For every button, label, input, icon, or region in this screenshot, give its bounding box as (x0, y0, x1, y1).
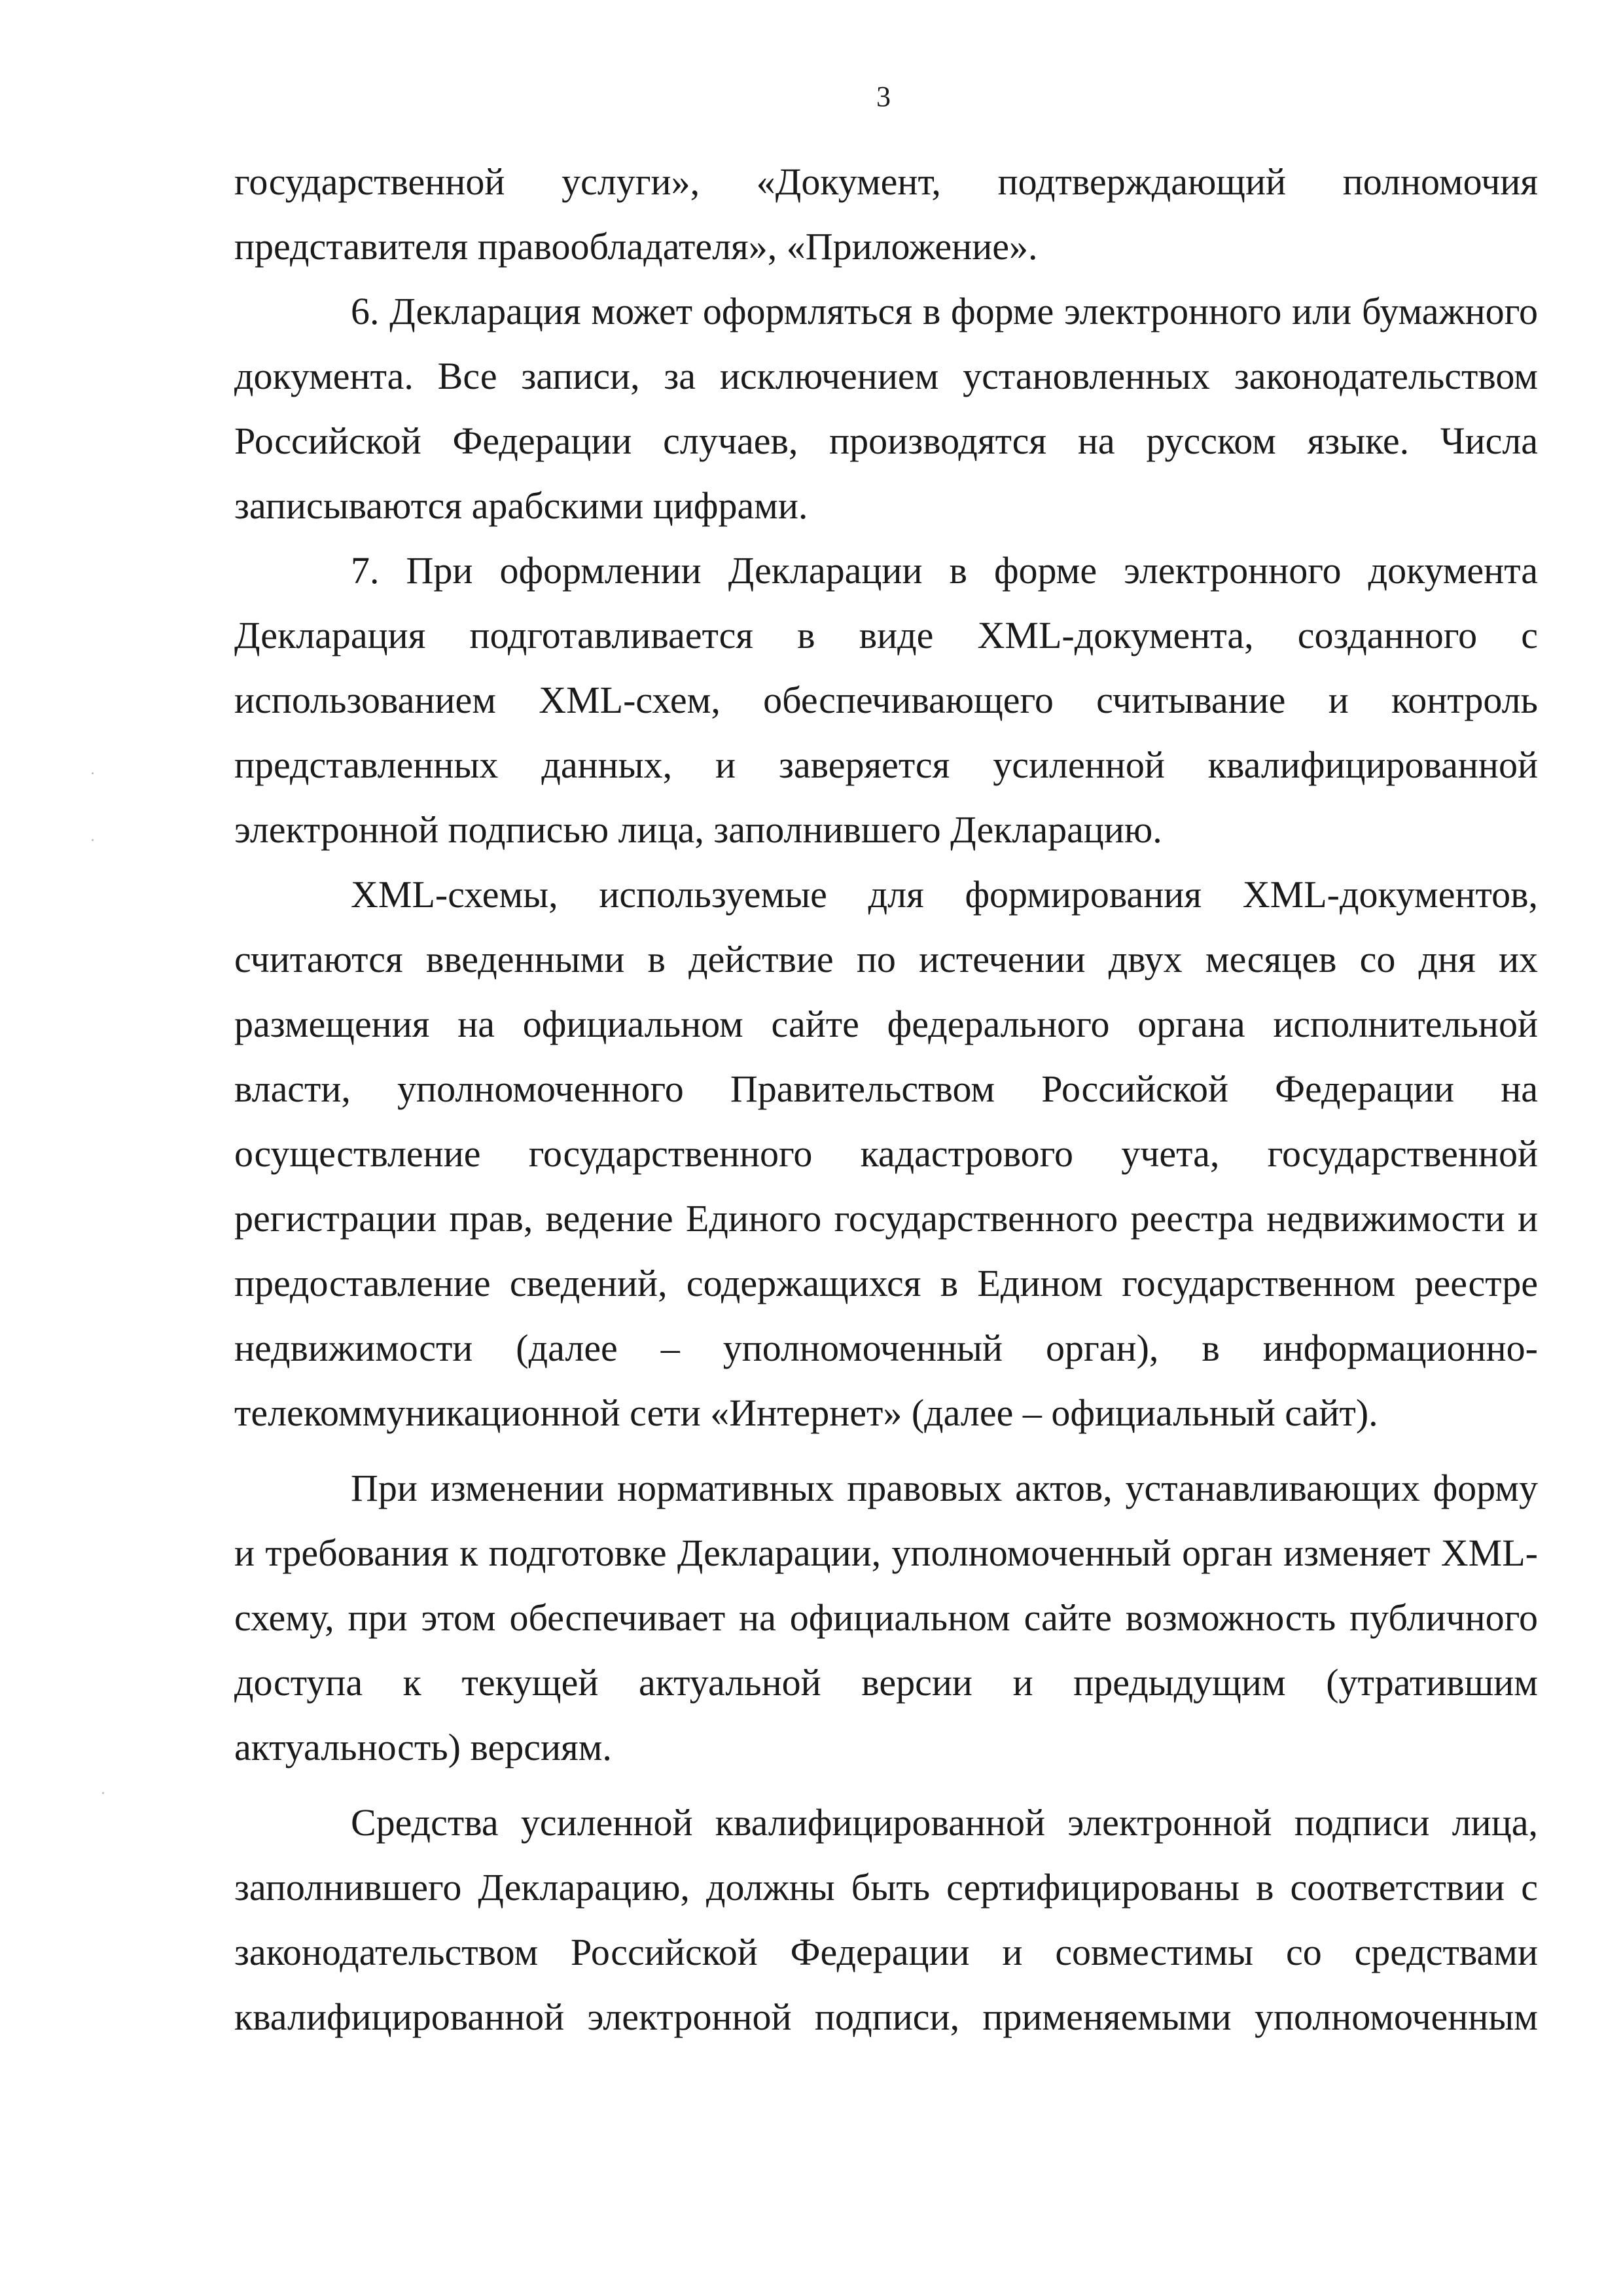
paragraph-item-6: 6. Декларация может оформляться в форме электронного или бумажного документа. Все записи, за исключением установленных законодательством Российской Федерации случаев, производятся на русском языке. Числа записываются арабскими цифрами. (234, 290, 1538, 527)
paragraph-changes: При изменении нормативных правовых актов, устанавливающих форму и требования к подготовке Декларации, уполномоченный орган изменяет XML-схему, при этом обеспечивает на официальном сайте возможность публичного доступа к текущей актуальной версии и предыдущим (утратившим актуальность) версиям. (234, 1467, 1538, 1768)
paragraph-xml-schemas: XML-схемы, используемые для формирования XML-документов, считаются введенными в действие по истечении двух месяцев со дня их размещения на официальном сайте федерального органа исполнительной власти, уполномоченного Правительством Российской Федерации на осуществление государственного кадастрового учета, государственной регистрации прав, ведение Единого государственного реестра недвижимости и предоставление сведений, содержащихся в Едином государственном реестре недвижимости (далее – уполномоченный орган), в информационно-телекоммуникационной сети «Интернет» (далее – официальный сайт). (234, 873, 1538, 1434)
paragraph-continuation: государственной услуги», «Документ, подтверждающий полномочия представителя правообладателя», «Приложение». (234, 160, 1538, 268)
document-body (234, 149, 1538, 2049)
paragraph-item-7: 7. При оформлении Декларации в форме электронного документа Декларация подготавливается в виде XML-документа, созданного с использованием XML-схем, обеспечивающего считывание и контроль представленных данных, и заверяется усиленной квалифицированной электронной подписью лица, заполнившего Декларацию. (234, 549, 1538, 851)
scan-speck (92, 839, 94, 841)
scan-speck (102, 1792, 104, 1794)
page-number: 3 (876, 81, 891, 113)
paragraph-signature-tools: Средства усиленной квалифицированной электронной подписи лица, заполнившего Декларацию, должны быть сертифицированы в соответствии с законодательством Российской Федерации и совместимы со средствами квалифицированной электронной подписи, применяемыми уполномоченным (234, 1801, 1538, 2038)
scan-speck (92, 772, 94, 774)
